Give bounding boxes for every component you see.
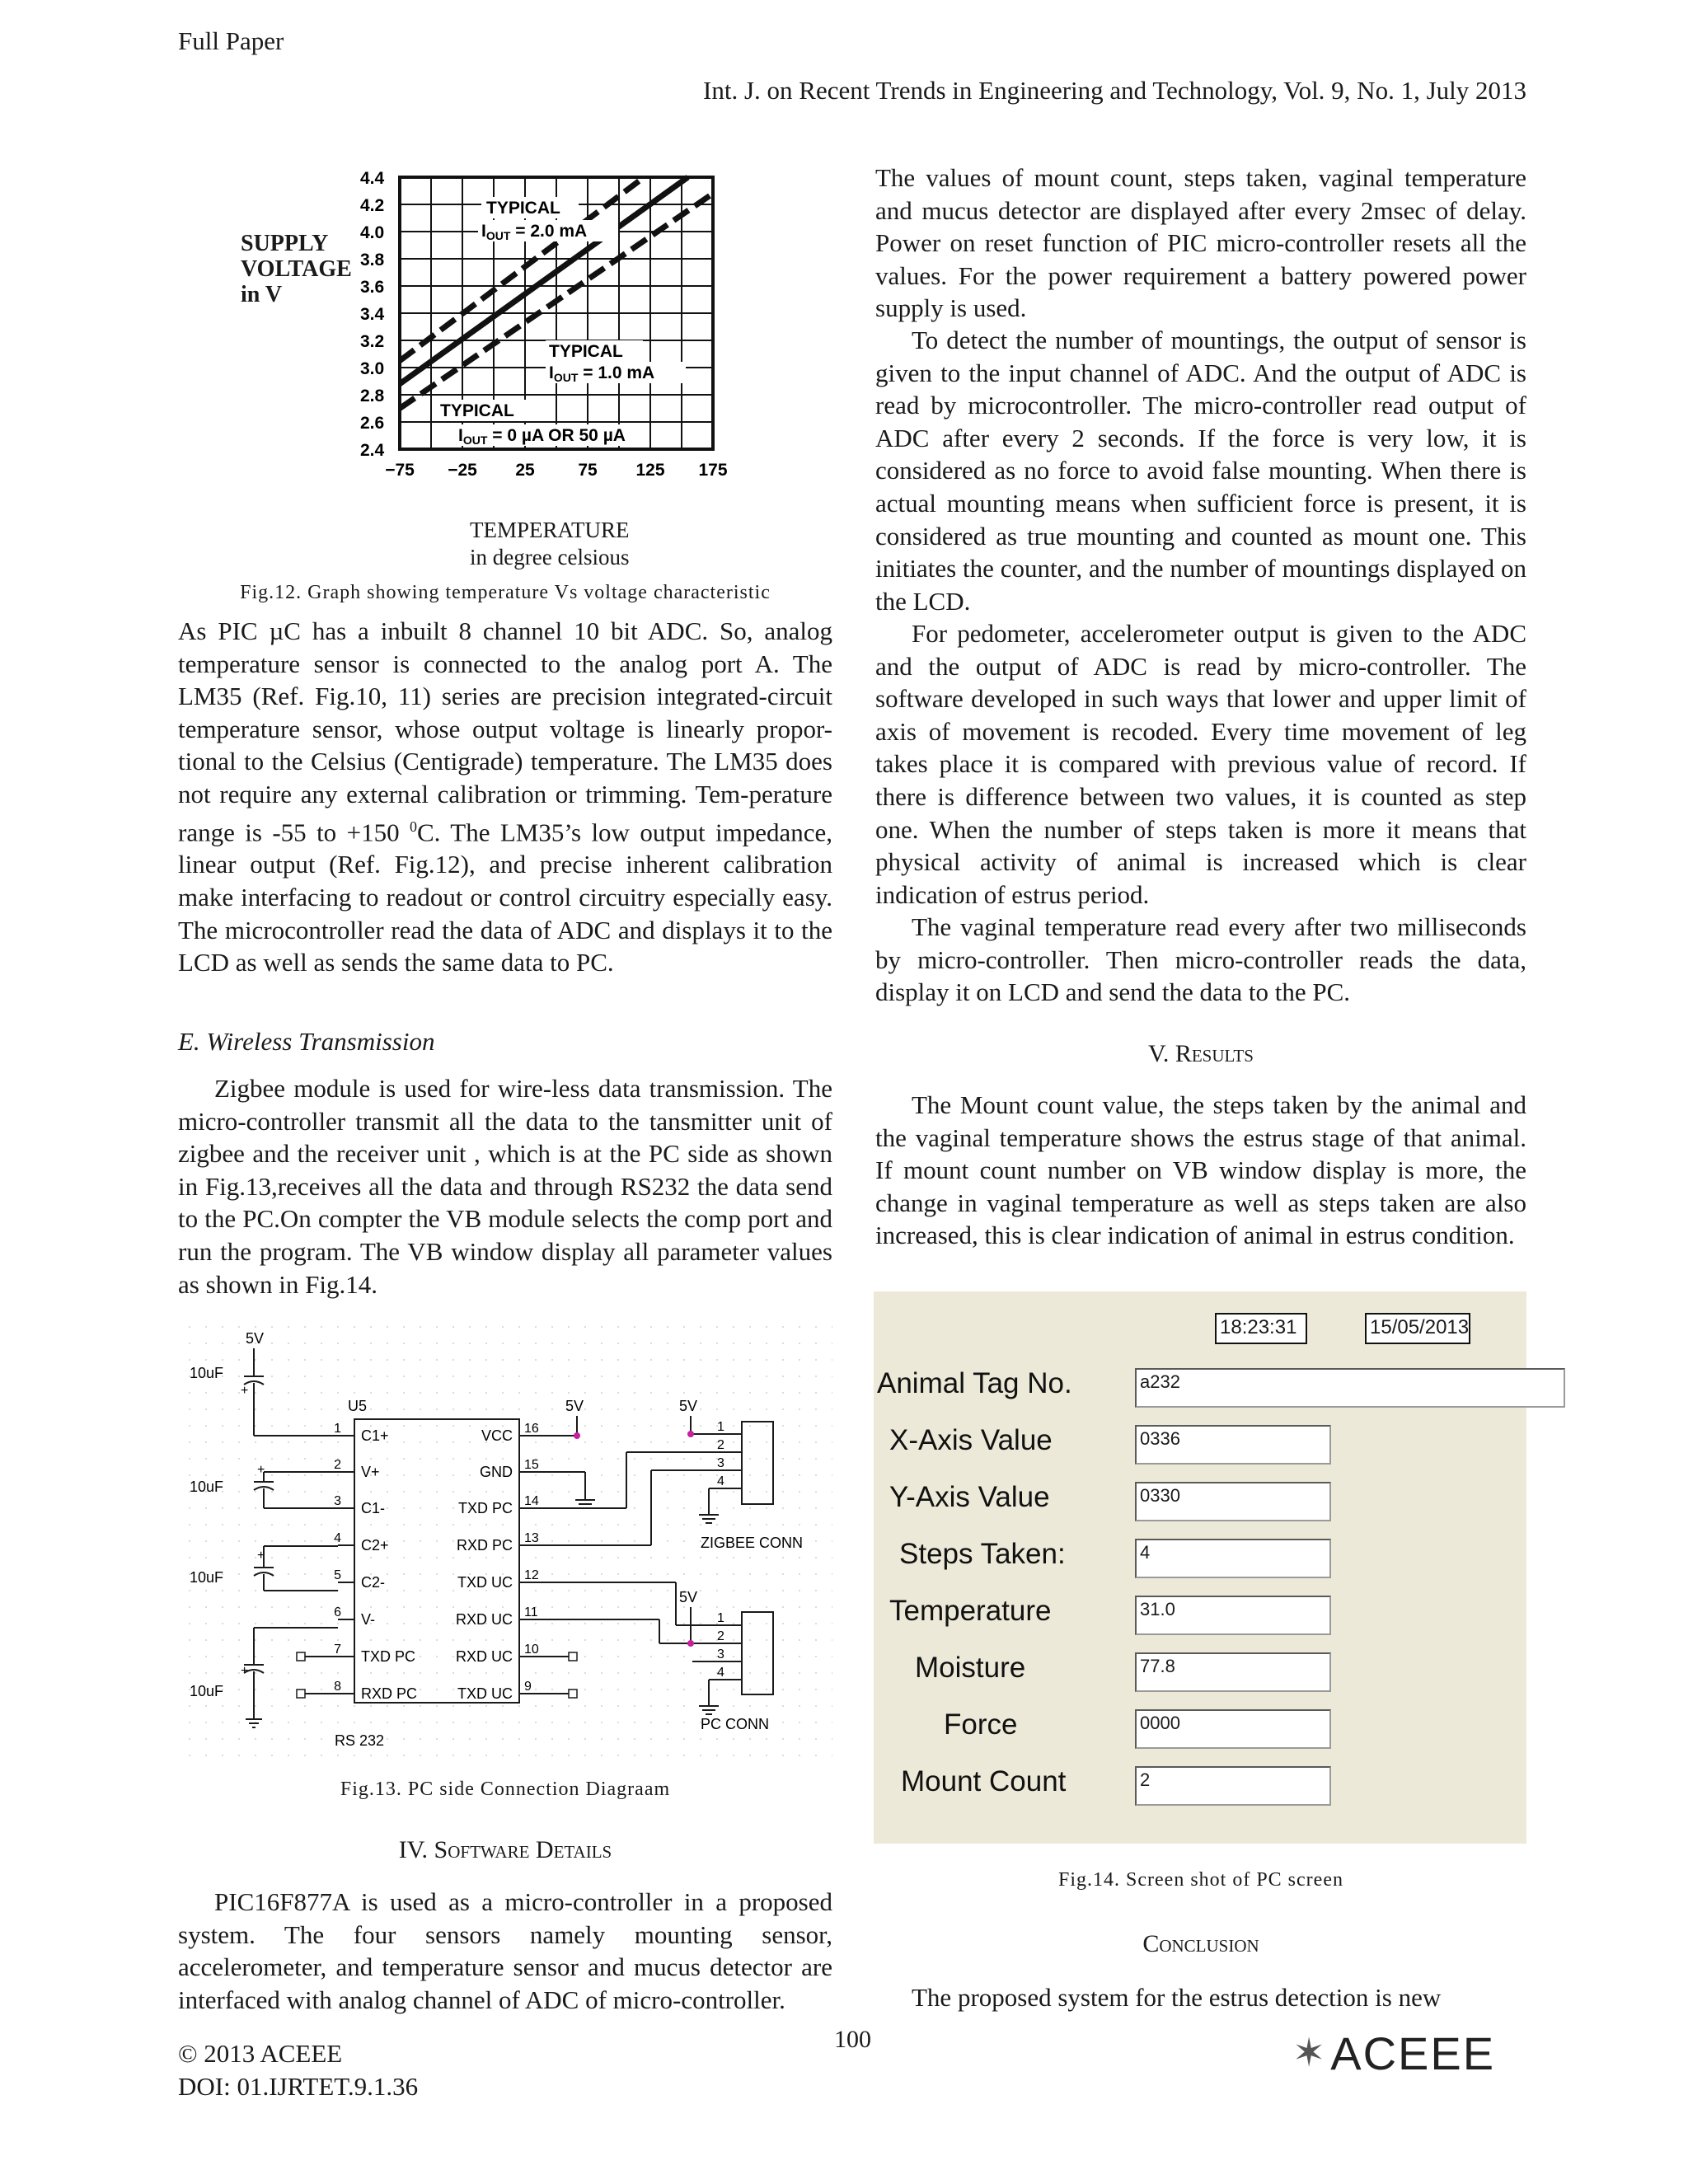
chip-pin-number: 12 bbox=[524, 1568, 539, 1582]
zigbee-pin-3: 3 bbox=[717, 1456, 724, 1470]
fig13-figure bbox=[181, 1319, 832, 1764]
chip-ref: U5 bbox=[348, 1398, 368, 1414]
chip-pin-number: 8 bbox=[334, 1680, 341, 1694]
zigbee-pin-2: 2 bbox=[717, 1438, 724, 1452]
chip-name: RS 232 bbox=[335, 1732, 385, 1749]
chip-pin-number: 16 bbox=[524, 1422, 539, 1436]
time-field: 18:23:31 bbox=[1215, 1313, 1307, 1344]
pc-pin-4: 4 bbox=[717, 1666, 724, 1680]
x-tick-label: 75 bbox=[578, 461, 598, 480]
pc-conn-label: PC CONN bbox=[701, 1716, 770, 1732]
right-paragraph-6: The proposed system for the estrus detection is new bbox=[912, 1983, 1442, 2012]
label-y-axis: Y-Axis Value bbox=[889, 1481, 1050, 1513]
chip-pin-name: V+ bbox=[361, 1464, 380, 1480]
fig12-caption: Fig.12. Graph showing temperature Vs voltage characteristic bbox=[240, 582, 771, 603]
chip-pin-number: 13 bbox=[524, 1531, 539, 1545]
pin-terminal bbox=[569, 1690, 577, 1698]
pc-5v-label: 5V bbox=[679, 1589, 698, 1605]
cap1-plus: + bbox=[241, 1384, 249, 1398]
section-iv-title: IV. Software Details bbox=[398, 1836, 612, 1863]
chip-pin-name: RXD UC bbox=[455, 1648, 513, 1665]
zigbee-5v-label: 5V bbox=[679, 1398, 698, 1414]
label-moisture: Moisture bbox=[915, 1652, 1026, 1684]
y-tick-label: 3.6 bbox=[360, 278, 385, 297]
x-tick-label: 175 bbox=[698, 461, 728, 480]
pc-pin-3: 3 bbox=[717, 1647, 724, 1661]
left-paragraph-1 bbox=[178, 615, 832, 979]
cap2-plus: + bbox=[257, 1463, 265, 1477]
annot-typical-3: TYPICAL bbox=[440, 401, 514, 420]
chip-pin-name: RXD UC bbox=[455, 1611, 513, 1628]
x-tick-label: −75 bbox=[385, 461, 415, 480]
input-steps[interactable]: 4 bbox=[1135, 1539, 1331, 1578]
left-paragraph-2: Zigbee module is used for wire-less data transmission. The micro-controller transmit all the data to the tansmitter unit of zigbee and the receiver unit , which is at the PC side as shown in Fig.13,receives all the data and through RS232 the data send to the PC.On compter the VB module selects the comp port and run the program. The VB window display all parameter values as shown in Fig.14. bbox=[178, 1074, 832, 1299]
section-v-title: V. Results bbox=[1148, 1040, 1254, 1067]
chip-pin-number: 3 bbox=[334, 1494, 341, 1508]
pin-terminal bbox=[297, 1690, 305, 1698]
cap2-label: 10uF bbox=[190, 1479, 224, 1495]
fig12-ylabel-line: SUPPLY bbox=[241, 231, 329, 256]
date-field: 15/05/2013 bbox=[1365, 1313, 1470, 1344]
fig12-ylabel-line: in V bbox=[241, 282, 283, 307]
subsection-wireless: E. Wireless Transmission bbox=[178, 1027, 435, 1056]
junction-dot bbox=[687, 1640, 694, 1647]
label-temperature: Temperature bbox=[889, 1595, 1052, 1627]
cap1-label: 10uF bbox=[190, 1365, 224, 1381]
y-tick-label: 2.8 bbox=[360, 387, 385, 405]
chip-pin-name: C1- bbox=[361, 1500, 386, 1516]
label-x-axis: X-Axis Value bbox=[889, 1424, 1053, 1456]
chip-pin-name: C2- bbox=[361, 1574, 386, 1591]
annot-i: I bbox=[481, 222, 486, 241]
star-icon: ✶ bbox=[1292, 2030, 1326, 2076]
annot-typical-2: TYPICAL bbox=[549, 342, 623, 361]
conclusion-title: Conclusion bbox=[1142, 1930, 1259, 1957]
chip-pin-number: 11 bbox=[524, 1605, 538, 1619]
chip-pin-name: V- bbox=[361, 1611, 376, 1628]
junction-dot bbox=[687, 1431, 694, 1437]
chip-pin-number: 9 bbox=[524, 1680, 532, 1694]
aceee-logo bbox=[1292, 2027, 1495, 2079]
left-p1-start: As PIC µC has a inbuilt 8 channel 10 bit ADC. So, analog temperature sensor is connected to the analog port A. The LM35 (Ref. Fig.10, 11) series are precision integrated-circuit temperature sensor, whose output voltage is linearly propor-tional to the Celsius (Centigrade) temperature. The LM35 does not require any external calibration or trimming. Tem-perature range is -55 to +150 bbox=[178, 616, 832, 846]
left-p1-end: C. The LM35’s low output impedance, linear output (Ref. Fig.12), and precise inherent calibration make interfacing to readout or control circuitry especially easy. The microcontroller read the data of ADC and displays it to the LCD as well as sends the same data to PC. bbox=[178, 817, 833, 977]
chip-pin-name: C1+ bbox=[361, 1427, 389, 1444]
fig13-circuit bbox=[181, 1319, 832, 1764]
chip-pin-name: C2+ bbox=[361, 1537, 389, 1554]
pc-pin-2: 2 bbox=[717, 1629, 724, 1643]
label-animal-tag: Animal Tag No. bbox=[877, 1367, 1072, 1399]
pc-pin-1: 1 bbox=[717, 1611, 724, 1625]
chip-5v-label: 5V bbox=[565, 1398, 584, 1414]
label-force: Force bbox=[944, 1708, 1018, 1741]
input-moisture[interactable]: 77.8 bbox=[1135, 1652, 1331, 1692]
right-paragraph-2: To detect the number of mountings, the output of sensor is given to the input channel of ADC. And the output of ADC is read by microcontroller. The micro-controller read output of ADC after every 2 seconds. If the force is very low, it is considered as no force to avoid false mounting. When there is actual mounting means when sufficient force is present, it is considered as true mounting and counted as mount one. This initiates the counter, and the number of mountings displayed on the LCD. bbox=[875, 326, 1526, 616]
input-x-axis[interactable]: 0336 bbox=[1135, 1425, 1331, 1465]
chip-pin-number: 14 bbox=[524, 1494, 539, 1508]
fig12-ylabel-line: VOLTAGE bbox=[241, 256, 352, 282]
y-tick-label: 4.2 bbox=[360, 196, 385, 215]
annot-out-sub: OUT bbox=[553, 371, 579, 384]
chip-pin-number: 7 bbox=[334, 1643, 341, 1657]
y-tick-label: 3.2 bbox=[360, 332, 385, 351]
annot-i: I bbox=[549, 363, 554, 382]
x-tick-label: 125 bbox=[635, 461, 665, 480]
chip-pins bbox=[297, 1422, 577, 1702]
chip-pin-number: 10 bbox=[524, 1643, 539, 1657]
chip-pin-name: RXD PC bbox=[361, 1685, 418, 1702]
chip-pin-name: TXD PC bbox=[361, 1648, 416, 1665]
chip-pin-number: 1 bbox=[334, 1422, 341, 1436]
fig12-yticks bbox=[360, 169, 385, 460]
chip-pin-name: VCC bbox=[481, 1427, 513, 1444]
x-tick-label: −25 bbox=[448, 461, 477, 480]
input-temperature[interactable]: 31.0 bbox=[1135, 1596, 1331, 1635]
label-mount-count: Mount Count bbox=[901, 1765, 1067, 1797]
pin-terminal bbox=[297, 1652, 305, 1661]
annot-value: = 1.0 mA bbox=[578, 363, 655, 382]
right-paragraph-3: For pedometer, accelerometer output is given to the ADC and the output of ADC is read by micro-controller. The software developed in such ways that lower and upper limit of axis of movement is recoded. Every time movement of leg takes place it is compared with previous value of record. If there is difference between two values, it is counted as step one. When the number of steps taken is more it means that physical activity of animal is increased which is clear indication of estrus period. bbox=[875, 619, 1526, 909]
right-paragraph-4: The vaginal temperature read every after two milliseconds by micro-controller. Then micro-controller reads the data, display it on LCD and send the data to the PC. bbox=[875, 912, 1526, 1007]
journal-header: Int. J. on Recent Trends in Engineering and Technology, Vol. 9, No. 1, July 2013 bbox=[703, 76, 1526, 105]
left-paragraph-3: PIC16F877A is used as a micro-controller in a proposed system. The four sensors namely mounting sensor, accelerometer, and temperature sensor and mucus detector are interfaced with analog channel of ADC of micro-controller. bbox=[178, 1887, 832, 2014]
annot-out-sub: OUT bbox=[485, 229, 511, 242]
chip-pin-name: GND bbox=[480, 1464, 513, 1480]
footer-copyright: © 2013 ACEEE bbox=[178, 2039, 343, 2068]
annot-out-sub: OUT bbox=[462, 434, 488, 447]
zigbee-pin-1: 1 bbox=[717, 1420, 724, 1434]
label-steps: Steps Taken: bbox=[899, 1538, 1066, 1570]
chip-pin-number: 6 bbox=[334, 1605, 341, 1619]
y-tick-label: 4.0 bbox=[360, 223, 385, 242]
y-tick-label: 2.6 bbox=[360, 414, 385, 433]
annot-value: = 0 µA OR 50 µA bbox=[487, 426, 626, 445]
y-tick-label: 2.4 bbox=[360, 441, 385, 460]
zigbee-connector bbox=[742, 1422, 773, 1504]
capacitor-1 bbox=[244, 1348, 338, 1436]
cap4-label: 10uF bbox=[190, 1683, 224, 1699]
pc-connector bbox=[742, 1612, 773, 1694]
chip-pin-name: RXD PC bbox=[456, 1537, 513, 1554]
cap3-label: 10uF bbox=[190, 1569, 224, 1586]
input-animal-tag[interactable]: a232 bbox=[1135, 1368, 1565, 1408]
fig12-xlabel-line: TEMPERATURE bbox=[470, 518, 630, 542]
fig12-xlabel bbox=[470, 517, 630, 571]
logo-text: ACEEE bbox=[1330, 2027, 1496, 2079]
zigbee-pin-4: 4 bbox=[717, 1474, 724, 1488]
y-tick-label: 4.4 bbox=[360, 169, 385, 188]
fig13-caption: Fig.13. PC side Connection Diagraam bbox=[340, 1779, 671, 1800]
fig12-xlabel-line: in degree celsious bbox=[470, 545, 630, 569]
junction-dot bbox=[574, 1432, 580, 1439]
fig12-figure bbox=[231, 161, 824, 581]
x-tick-label: 25 bbox=[515, 461, 535, 480]
paper-type-label: Full Paper bbox=[178, 26, 284, 55]
zigbee-conn-label: ZIGBEE CONN bbox=[701, 1535, 804, 1551]
capacitor-2 bbox=[254, 1472, 338, 1508]
chip-pin-name: TXD UC bbox=[457, 1574, 513, 1591]
cap-5v-label: 5V bbox=[246, 1330, 265, 1347]
y-tick-label: 3.4 bbox=[360, 305, 385, 324]
fig12-xticks bbox=[385, 461, 728, 480]
annot-i: I bbox=[458, 426, 463, 445]
page-number: 100 bbox=[834, 2026, 871, 2053]
cap3-plus: + bbox=[257, 1549, 265, 1563]
chip-pin-name: TXD PC bbox=[457, 1500, 513, 1516]
footer-doi: DOI: 01.IJRTET.9.1.36 bbox=[178, 2072, 419, 2101]
pin-terminal bbox=[569, 1652, 577, 1661]
fig14-vb-window bbox=[874, 1291, 1526, 1844]
y-tick-label: 3.8 bbox=[360, 251, 385, 269]
input-y-axis[interactable]: 0330 bbox=[1135, 1482, 1331, 1521]
input-mount-count[interactable]: 2 bbox=[1135, 1766, 1331, 1806]
chip-pin-number: 4 bbox=[334, 1531, 341, 1545]
chip-pin-number: 2 bbox=[334, 1458, 341, 1472]
cap4-plus: + bbox=[241, 1664, 249, 1678]
annot-typical-1: TYPICAL bbox=[486, 199, 560, 218]
capacitor-4 bbox=[244, 1628, 338, 1727]
y-tick-label: 3.0 bbox=[360, 359, 385, 378]
annot-value: = 2.0 mA bbox=[510, 222, 588, 241]
chip-pin-number: 5 bbox=[334, 1568, 341, 1582]
degree-sup: 0 bbox=[409, 818, 417, 835]
chip-pin-name: TXD UC bbox=[457, 1685, 513, 1702]
right-paragraph-5: The Mount count value, the steps taken by the animal and the vaginal temperature shows the estrus stage of that animal. If mount count number on VB window display is more, the change in vaginal temperature as well as steps taken are also increased, this is clear indication of animal in estrus condition. bbox=[875, 1090, 1526, 1250]
fig14-caption: Fig.14. Screen shot of PC screen bbox=[1058, 1869, 1343, 1891]
capacitor-3 bbox=[254, 1546, 338, 1591]
right-paragraph-1: The values of mount count, steps taken, vaginal temperature and mucus detector are displayed after every 2msec of delay. Power on reset function of PIC micro-controller resets all the values. For the power requirement a battery powered power supply is used. bbox=[875, 163, 1526, 323]
chip-pin-number: 15 bbox=[524, 1458, 539, 1472]
input-force[interactable]: 0000 bbox=[1135, 1709, 1331, 1749]
